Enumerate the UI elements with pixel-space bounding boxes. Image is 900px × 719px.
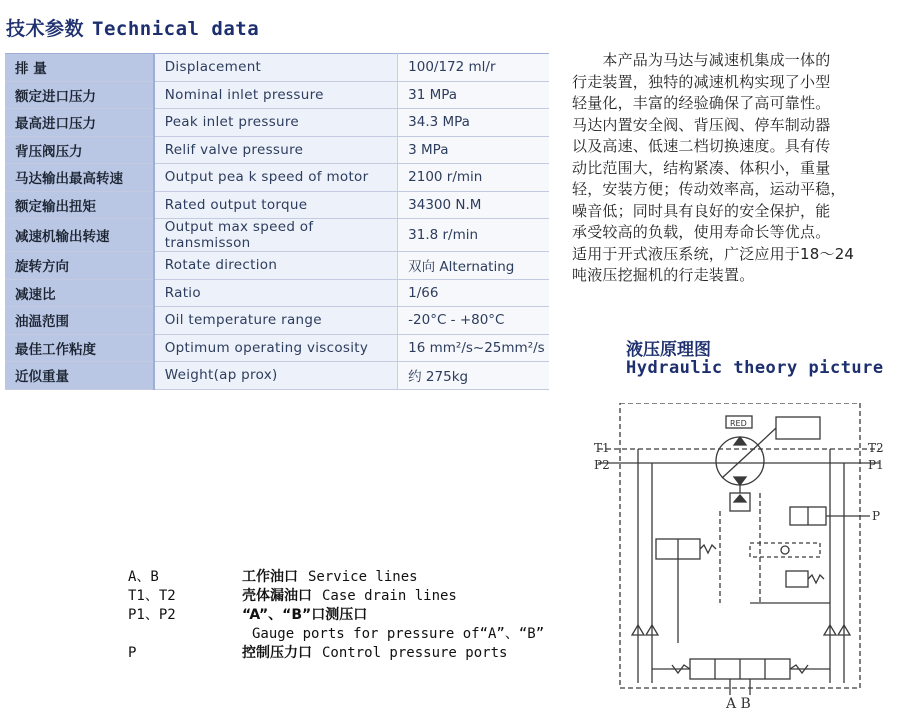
reducer-label: RED (730, 419, 747, 428)
description-line: 轻量化，丰富的经验确保了高可靠性。 (572, 94, 831, 112)
legend-port-cn: “A”、“B”口测压口 (242, 607, 368, 623)
description-line: 承受较高的负载，使用寿命长等优点。 (572, 223, 831, 241)
legend-row (128, 566, 544, 585)
product-description (572, 50, 874, 287)
spec-row (5, 219, 549, 252)
port-p-label: P (872, 509, 881, 523)
legend-port-en: Case drain lines (322, 588, 457, 604)
hydraulic-title-cn: 液压原理图 (626, 340, 711, 360)
hydraulic-schematic (590, 403, 890, 703)
legend-row (128, 604, 544, 623)
legend-port-cn: 壳体漏油口 (242, 588, 312, 604)
spec-value: 1/66 (398, 279, 549, 307)
legend-port-key: A、B (128, 569, 159, 585)
spec-value: -20°C - +80°C (398, 307, 549, 335)
spec-row (5, 191, 549, 219)
spec-row (5, 136, 549, 164)
spec-value: 34.3 MPa (398, 109, 549, 137)
spec-row (5, 362, 549, 390)
spec-label-cn: 减速机输出转速 (5, 219, 154, 252)
spec-value: 100/172 ml/r (398, 54, 549, 82)
spec-label-cn: 排 量 (5, 54, 154, 82)
description-line: 吨液压挖掘机的行走装置。 (572, 266, 755, 284)
spec-label-cn: 旋转方向 (5, 252, 154, 280)
description-line: 马达内置安全阀、背压阀、停车制动器 (572, 115, 831, 134)
port-p2-label: P2 (594, 458, 610, 472)
spec-value: 16 mm²/s~25mm²/s (398, 334, 549, 362)
spec-label-en: Rotate direction (154, 252, 398, 280)
spec-row (5, 252, 549, 280)
legend-port-key: P1、P2 (128, 607, 176, 623)
spec-row (5, 164, 549, 192)
spec-value: 34300 N.M (398, 191, 549, 219)
spec-label-cn: 额定输出扭矩 (5, 191, 154, 219)
spec-row (5, 307, 549, 335)
title-cn: 技术参数 (6, 18, 85, 40)
spec-label-en: Weight(ap prox) (154, 362, 398, 390)
spec-label-en: Peak inlet pressure (154, 109, 398, 137)
description-line: 轻，安装方便；传动效率高，运动平稳， (572, 180, 846, 198)
spec-value: 31.8 r/min (398, 219, 549, 252)
spec-value: 31 MPa (398, 81, 549, 109)
spec-row (5, 109, 549, 137)
spec-value: 2100 r/min (398, 164, 549, 192)
spec-label-cn: 马达输出最高转速 (5, 164, 154, 192)
spec-label-en: Nominal inlet pressure (154, 81, 398, 109)
title-en: Technical data (92, 18, 260, 40)
description-line: 本产品为马达与减速机集成一体的 (572, 51, 831, 69)
page-title (6, 14, 259, 41)
legend-port-en: Gauge ports for pressure of“A”、“B” (252, 626, 545, 642)
port-legend (128, 566, 544, 661)
spec-label-en: Relif valve pressure (154, 136, 398, 164)
spec-label-en: Optimum operating viscosity (154, 334, 398, 362)
spec-row (5, 81, 549, 109)
hydraulic-title-en: Hydraulic theory picture (626, 358, 884, 378)
spec-label-cn: 近似重量 (5, 362, 154, 390)
spec-row (5, 334, 549, 362)
spec-label-cn: 油温范围 (5, 307, 154, 335)
spec-label-cn: 额定进口压力 (5, 81, 154, 109)
legend-port-key: P (128, 645, 137, 661)
spec-label-cn: 减速比 (5, 279, 154, 307)
legend-port-en: Service lines (308, 569, 418, 585)
legend-port-key: T1、T2 (128, 588, 176, 604)
spec-table (5, 53, 549, 390)
port-ab-label: A B (726, 696, 751, 712)
legend-row (128, 623, 544, 642)
spec-value: 约 275kg (398, 362, 549, 390)
spec-row (5, 54, 549, 82)
legend-port-cn: 工作油口 (242, 569, 298, 585)
description-line: 适用于开式液压系统，广泛应用于18～24 (572, 244, 855, 263)
legend-row (128, 642, 544, 661)
description-line: 行走装置，独特的减速机构实现了小型 (572, 72, 831, 91)
spec-value: 3 MPa (398, 136, 549, 164)
hydraulic-diagram (590, 403, 890, 712)
spec-label-en: Output pea k speed of motor (154, 164, 398, 192)
legend-port-en: Control pressure ports (322, 645, 508, 661)
spec-label-en: Ratio (154, 279, 398, 307)
port-p1-label: P1 (868, 458, 884, 472)
description-line: 噪音低；同时具有良好的安全保护，能 (572, 201, 831, 220)
spec-label-en: Oil temperature range (154, 307, 398, 335)
legend-row (128, 585, 544, 604)
spec-value: 双向 Alternating (398, 252, 549, 280)
spec-label-en: Output max speed of transmisson (154, 219, 398, 252)
description-line: 以及高速、低速二档切换速度。具有传 (572, 137, 831, 155)
spec-label-cn: 背压阀压力 (5, 136, 154, 164)
port-t2-label: T2 (868, 441, 884, 455)
spec-label-en: Displacement (154, 54, 398, 82)
spec-label-cn: 最高进口压力 (5, 109, 154, 137)
spec-label-cn: 最佳工作粘度 (5, 334, 154, 362)
description-line: 动比范围大，结构紧凑、体积小，重量 (572, 158, 831, 177)
spec-label-en: Rated output torque (154, 191, 398, 219)
spec-row (5, 279, 549, 307)
legend-port-cn: 控制压力口 (242, 645, 312, 661)
port-t1-label: T1 (594, 441, 610, 455)
